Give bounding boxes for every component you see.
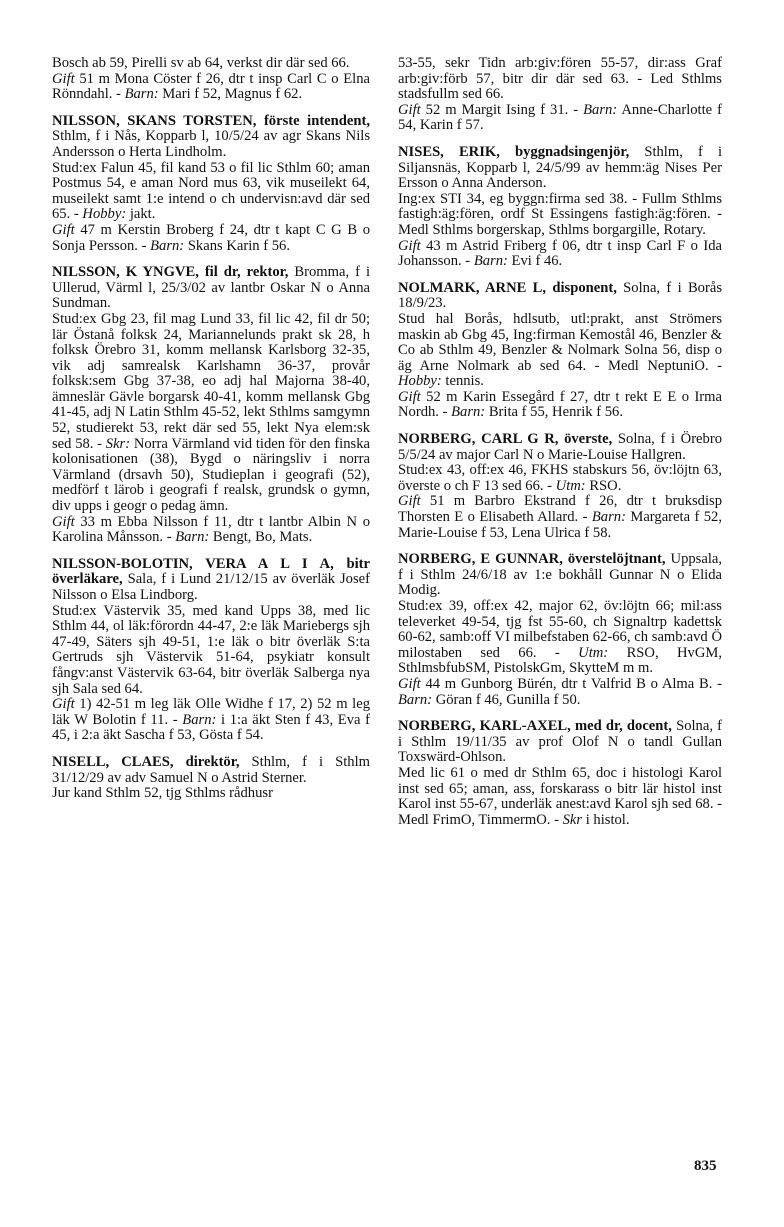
biography-entry [52,114,370,254]
entry-label: Skr [562,811,583,828]
entry-text: 51 m Barbro Ekstrand f 26, dtr t bruksdisp Thorsten E o Elisabeth Allard. - [398,493,722,526]
entry-name-title: NORBERG, CARL G R, överste, [398,431,613,448]
entry-text: 53-55, sekr Tidn arb:giv:fören 55-57, dir:ass Graf arb:giv:förb 57, bitr dir där sed 63. - Led Sthlms stadsfullm sed 66. [398,55,722,103]
entry-label: Gift [398,237,421,254]
entry-text: Med lic 61 o med dr Sthlm 65, doc i histologi Karol inst sed 65; aman, ass, forskarass o bitr lär histol inst Karol inst 55-67, underläk anest:avd Karol sjh sed 68. - Medl FrimO, TimmermO. - [398,764,722,828]
biography-entry [398,552,722,708]
entry-text: 43 m Astrid Friberg f 06, dtr t insp Carl F o Ida Johansson. - [398,237,722,270]
entry-text: tennis. [441,373,484,390]
right-column [398,56,722,828]
entry-label: Barn: [124,86,159,103]
entry-name-title: NOLMARK, ARNE L, disponent, [398,279,617,296]
entry-name-title: NISES, ERIK, byggnadsingenjör, [398,143,630,160]
entry-text: Solna, f i Örebro 5/5/24 av major Carl N o Marie-Louise Hallgren. [398,431,722,463]
entry-paragraph [52,786,370,802]
entry-label: Gift [398,388,421,405]
biography-entry [52,265,370,546]
entry-label: Hobby: [82,206,127,223]
entry-paragraph [52,697,370,744]
entry-text: Mari f 52, Magnus f 62. [158,86,303,103]
entry-text: Jur kand Sthlm 52, tjg Sthlms rådhusr [52,785,273,802]
entry-paragraph [398,103,722,134]
entry-text: Anne-Charlotte f 54, Karin f 57. [398,101,722,134]
entry-paragraph [52,515,370,546]
entry-text: Stud:ex 43, off:ex 46, FKHS stabskurs 56, öv:löjtn 63, överste o ch F 13 sed 66. - [398,462,722,494]
entry-text: Brita f 55, Henrik f 56. [485,404,623,421]
entry-text: Sthlm, f i Siljansnäs, Kopparb l, 24/5/99 av hemm:äg Nises Per Ersson o Anna Anderson. [398,143,722,192]
entry-heading-paragraph [398,719,722,766]
biography-entry [52,56,370,103]
entry-name-title: NILSSON, SKANS TORSTEN, förste intendent, [52,112,370,129]
entry-label: Barn: [182,711,217,728]
entry-text: Bosch ab 59, Pirelli sv ab 64, verkst dir där sed 66. [52,55,350,71]
entry-paragraph [52,161,370,223]
entry-text: i 1:a äkt Sten f 43, Eva f 45, i 2:a äkt Sascha f 53, Gösta f 54. [52,711,370,744]
entry-label: Hobby: [398,373,442,390]
entry-label: Gift [52,696,75,713]
entry-heading-paragraph [398,145,722,192]
entry-text: Sthlm, f i Nås, Kopparb l, 10/5/24 av agr Skans Nils Andersson o Herta Lindholm. [52,128,370,160]
entry-text: Evi f 46. [507,253,563,270]
entry-heading-paragraph [52,265,370,312]
entry-text: Skans Karin f 56. [184,237,290,254]
biography-entry [398,432,722,541]
entry-paragraph [52,223,370,254]
entry-label: Barn: [175,529,210,546]
entry-text: Bromma, f i Ullerud, Värml l, 25/3/02 av lantbr Oskar N o Anna Sundman. [52,264,370,312]
entry-name-title: NILSSON-BOLOTIN, VERA A L I A, bitr överläkare, [52,555,370,588]
entry-text: jakt. [126,206,156,223]
entry-heading-paragraph [398,552,722,599]
entry-paragraph [398,463,722,494]
biography-entry [52,557,370,744]
entry-heading-paragraph [398,56,722,103]
entry-text: Solna, f i Sthlm 19/11/35 av prof Olof N o tandl Gullan Toxswärd-Ohlson. [398,718,722,766]
entry-text: Sthlm, f i Sthlm 31/12/29 av adv Samuel N o Astrid Sterner. [52,753,371,786]
entry-text: RSO. [585,477,622,494]
entry-name-title: NILSSON, K YNGVE, fil dr, rektor, [52,264,289,281]
entry-label: Gift [52,70,75,87]
biography-entry [398,719,722,828]
entry-label: Utm: [555,477,586,494]
entry-paragraph [52,604,370,698]
entry-paragraph [398,239,722,270]
entry-text: 52 m Margit Ising f 31. - [420,101,584,118]
entry-label: Barn: [583,101,618,118]
entry-name-title: NORBERG, E GUNNAR, överstelöjtnant, [398,551,666,568]
entry-paragraph [398,766,722,828]
entry-label: Gift [398,675,421,692]
entry-text: RSO, HvGM, SthlmsbfubSM, PistolskGm, SkytteM m m. [398,644,722,677]
entry-paragraph [52,72,370,103]
entry-label: Gift [52,513,75,530]
entry-paragraph [398,599,722,677]
biography-entry [52,755,370,802]
entry-text: Stud:ex Falun 45, fil kand 53 o fil lic Sthlm 60; aman Postmus 54, e aman Nord mus 63, vik museilekt 64, museilekt samt 1:e intend o ch undervisn:avd där sed 65. - [52,159,370,223]
entry-name-title: NORBERG, KARL-AXEL, med dr, docent, [398,718,672,735]
entry-text: Uppsala, f i Sthlm 24/6/18 av 1:e bokhåll Gunnar N o Elida Modig. [398,551,722,599]
entry-text: Stud:ex Gbg 23, fil mag Lund 33, fil lic 42, fil dr 50; lär Östanå folksk 24, Mariannelunds prakt sk 28, h folksk Örebro 31, komm mellansk Karlsborg 32-35, vik adj samrealsk Karlshamn 36-37, provår folksk:sem Gbg 37-38, eo adj hal Majorna 38-40, ämneslär Gävle borgarsk 40-41, komm mellansk Gbg 41-45, adj N Latin Sthlm 45-52, lekt Sthlms samgymn 52, studierekt 53, rekt där sed 55, lekt Nya elem:sk sed 58. - [52,310,370,452]
entry-text: i histol. [582,811,630,828]
entry-text: Ing:ex STI 34, eg byggn:firma sed 38. - Fullm Sthlms fastigh:äg:fören, ordf St Essingens fastigh:äg:fören. - Medl Sthlms borgerskap, Sthlms borgargille, Rotary. [398,190,722,238]
biography-entry [398,281,722,421]
entry-text: Sala, f i Lund 21/12/15 av överläk Josef Nilsson o Elsa Lindborg. [52,571,370,603]
entry-text: 47 m Kerstin Broberg f 24, dtr t kapt C G B o Sonja Persson. - [52,221,370,254]
entry-heading-paragraph [52,755,370,786]
page-number: 835 [694,1158,717,1174]
entry-text: Margareta f 52, Marie-Louise f 53, Lena Ulrica f 58. [398,509,722,541]
biography-entry [398,56,722,134]
entry-paragraph [398,312,722,390]
entry-paragraph [398,494,722,541]
entry-text: Stud:ex Västervik 35, med kand Upps 38, med lic Sthlm 44, ol läk:förordn 44-47, 2:e läk Mariebergs sjh 47-49, Säters sjh 49-51, 1:e läk o bitr överläk S:ta Gertruds sjh Västervik 51-64, psykiatr konsult fångv:anst Västervik 63-64, bitr överläk Salberga nya sjh Sala sed 64. [52,602,370,697]
entry-name-title: NISELL, CLAES, direktör, [52,753,240,770]
entry-heading-paragraph [398,281,722,312]
entry-heading-paragraph [52,114,370,161]
entry-heading-paragraph [52,56,370,72]
entry-label: Barn: [591,509,626,526]
entry-label: Barn: [451,404,486,421]
left-column [52,56,370,802]
entry-paragraph [398,390,722,421]
entry-label: Barn: [398,691,433,708]
entry-label: Gift [398,493,421,510]
entry-paragraph [398,677,722,708]
entry-text: 44 m Gunborg Bürén, dtr t Valfrid B o Alma B. - [420,675,722,692]
entry-text: Norra Värmland vid tiden för den finska kolonisationen (38), Bygd o näringsliv i norra Värmland (drsavh 50), Studieplan i geografi (52), medförf t lärob i geografi f realsk, grundsk o gymn, div upps i geogr o pedag ämn. [52,435,370,515]
entry-text: Solna, f i Borås 18/9/23. [398,279,722,312]
entry-paragraph [398,192,722,239]
entry-paragraph [52,312,370,515]
entry-text: Stud hal Borås, hdlsutb, utl:prakt, anst Strömers maskin ab Gbg 45, Ing:firman Kemostål 46, Benzler & Co ab Sthlm 49, Benzler & Nolmark Solna 56, disp o äg Arne Nolmark ab sed 64. - Medl NeptuniO. - [398,310,722,374]
entry-text: 33 m Ebba Nilsson f 11, dtr t lantbr Albin N o Karolina Månsson. - [52,513,370,546]
entry-text: 1) 42-51 m leg läk Olle Widhe f 17, 2) 52 m leg läk W Bolotin f 11. - [52,696,370,728]
entry-label: Gift [398,101,421,118]
entry-text: 52 m Karin Essegård f 27, dtr t rekt E E o Irma Nordh. - [398,388,722,421]
entry-label: Utm: [578,644,609,661]
biography-entry [398,145,722,270]
entry-text: Stud:ex 39, off:ex 42, major 62, öv:löjtn 66; mil:ass televerket 49-54, tjg fst 55-60, ch Signaltrp kadettsk 60-62, samb:off VI milbefstaben 62-66, ch samb:avd Ö milostaben sed 66. - [398,598,722,661]
entry-label: Barn: [473,253,508,270]
entry-label: Skr: [105,435,131,452]
entry-label: Gift [52,221,75,238]
entry-text: Göran f 46, Gunilla f 50. [432,691,581,708]
entry-label: Barn: [150,237,185,254]
entry-text: Bengt, Bo, Mats. [209,529,313,546]
entry-heading-paragraph [398,432,722,463]
entry-heading-paragraph [52,557,370,604]
entry-text: 51 m Mona Cöster f 26, dtr t insp Carl C o Elna Rönndahl. - [52,70,370,103]
